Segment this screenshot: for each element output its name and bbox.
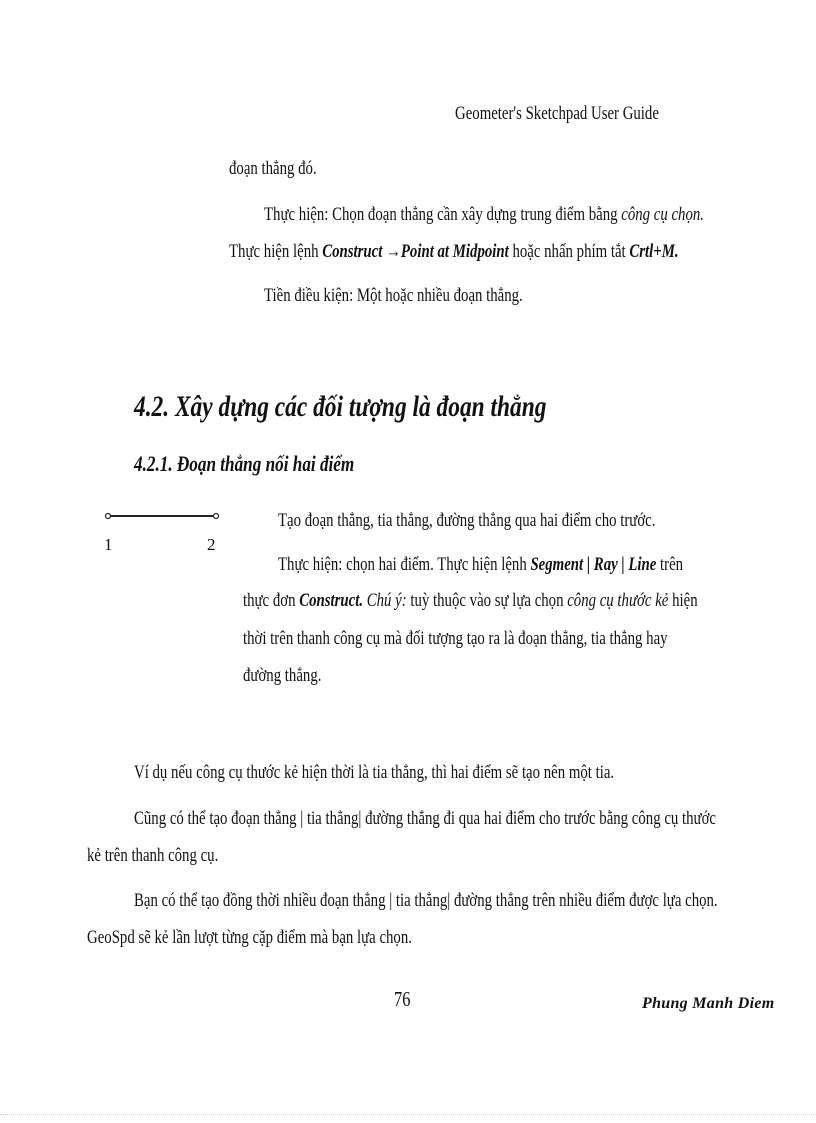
intro-line-1-text: đoạn thẳng đó. (229, 158, 317, 179)
page-bottom-divider (0, 1114, 816, 1115)
point-2-marker (214, 514, 219, 519)
selection-tool-term: công cụ chọn. (621, 204, 704, 225)
body-line-3-mid: tuỳ thuộc vào sự lựa chọn (406, 590, 568, 611)
body-line-5-text: đường thẳng. (243, 665, 322, 686)
author-signature (642, 995, 775, 1013)
paragraph-1 (134, 762, 750, 784)
header-title: Geometer's Sketchpad User Guide (455, 103, 659, 124)
point-1-label: 1 (104, 535, 113, 554)
paragraph-3 (134, 890, 816, 912)
intro-line-3-text: Thực hiện lệnh (229, 241, 323, 262)
intro-line-2 (264, 204, 816, 226)
shortcut-key: Crtl+M. (629, 241, 679, 262)
paragraph-3-cont-text: GeoSpd sẽ kẻ lần lượt từng cặp điểm mà bạn lựa chọn. (87, 927, 412, 948)
paragraph-3-text: Bạn có thể tạo đồng thời nhiều đoạn thẳng | tia thẳng| đường thẳng trên nhiều điểm được lựa chọn. (134, 890, 718, 911)
section-heading-text: 4.2. Xây dựng các đối tượng là đoạn thẳng (134, 390, 547, 423)
midpoint-command: Construct →Point at Midpoint (322, 241, 509, 262)
body-line-2-text: Thực hiện: chọn hai điểm. Thực hiện lệnh (278, 554, 531, 575)
paragraph-2-cont-text: kẻ trên thanh công cụ. (87, 845, 219, 866)
note-label: Chú ý: (363, 590, 407, 611)
ruler-tool-term: công cụ thước kẻ (567, 590, 669, 611)
paragraph-2-text: Cũng có thể tạo đoạn thẳng | tia thẳng| đường thẳng đi qua hai điểm cho trước bằng công cụ thước (134, 808, 716, 829)
body-line-1-text: Tạo đoạn thẳng, tia thẳng, đường thẳng qua hai điểm cho trước. (278, 510, 656, 531)
body-line-5 (243, 665, 344, 687)
page-number-text: 76 (394, 987, 411, 1011)
segment-command: Segment | Ray | Line (530, 554, 657, 575)
subsection-heading (134, 451, 416, 477)
paragraph-3-cont (87, 927, 504, 949)
paragraph-2-cont (87, 845, 255, 867)
author-name: Phung Manh Diem (642, 995, 775, 1012)
body-line-3-text: thực đơn (243, 590, 300, 611)
paragraph-2 (134, 808, 816, 830)
page-header (455, 103, 716, 125)
body-line-3 (243, 590, 816, 612)
intro-line-2-text: Thực hiện: Chọn đoạn thẳng cần xây dựng trung điểm bằng (264, 204, 622, 225)
body-line-1 (278, 510, 762, 532)
segment-figure (104, 508, 224, 558)
body-line-4 (243, 628, 787, 650)
paragraph-1-text: Ví dụ nếu công cụ thước kẻ hiện thời là tia thẳng, thì hai điểm sẽ tạo nên một tia. (134, 762, 615, 783)
point-2-label: 2 (207, 535, 216, 554)
body-line-4-text: thời trên thanh công cụ mà đối tượng tạo ra là đoạn thẳng, tia thẳng hay (243, 628, 668, 649)
subsection-heading-text: 4.2.1. Đoạn thẳng nối hai điểm (134, 451, 355, 476)
intro-line-3-mid: hoặc nhấn phím tắt (508, 241, 630, 262)
body-line-2 (278, 554, 797, 576)
body-line-2-suffix: trên (656, 554, 684, 575)
point-1-marker (106, 514, 111, 519)
intro-line-4-text: Tiền điều kiện: Một hoặc nhiều đoạn thẳng. (264, 285, 523, 306)
page-number (394, 987, 415, 1012)
intro-line-4 (264, 285, 596, 307)
section-heading (134, 390, 663, 424)
construct-menu-term: Construct. (299, 590, 364, 611)
intro-line-3 (229, 241, 805, 263)
body-line-3-suffix: hiện (668, 590, 698, 611)
intro-line-1 (229, 158, 341, 180)
